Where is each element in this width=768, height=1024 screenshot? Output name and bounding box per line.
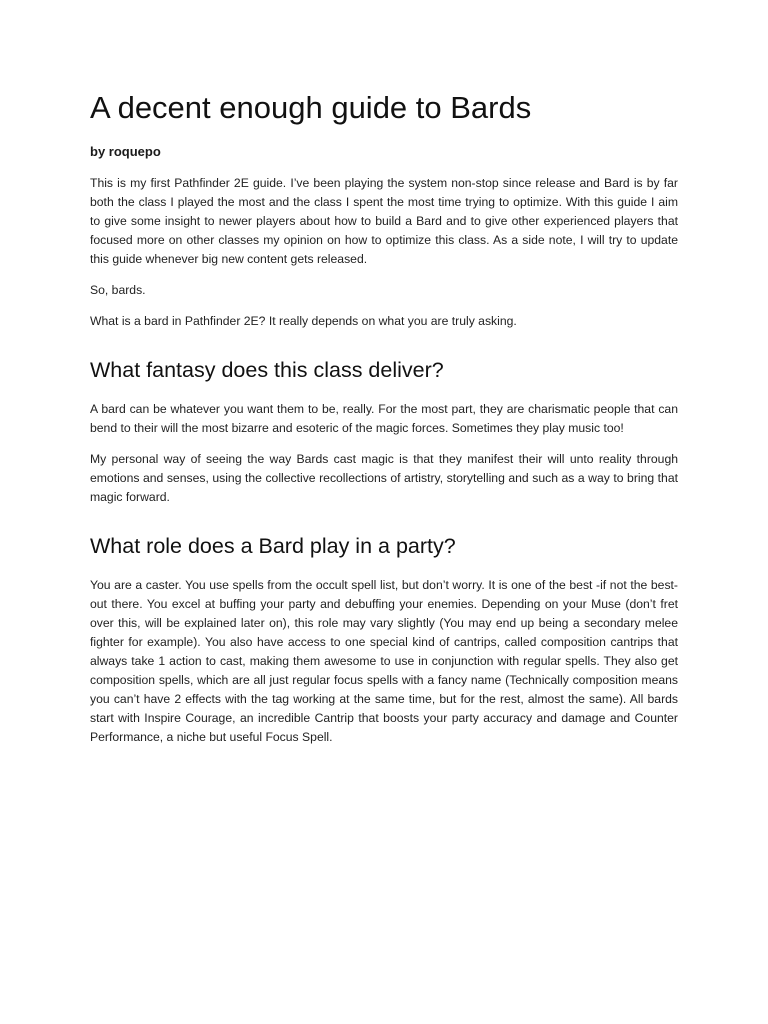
intro-paragraph: What is a bard in Pathfinder 2E? It really depends on what you are truly asking. [90,314,517,328]
author-byline: by roquepo [90,144,161,159]
intro-paragraph: So, bards. [90,283,146,297]
document-title: A decent enough guide to Bards [90,90,532,125]
section-heading-fantasy: What fantasy does this class deliver? [90,358,444,382]
section-paragraph: You are a caster. You use spells from the occult spell list, but don’t worry. It is one of the best -if not the best- out there. You excel at buffing your party and debuffing your enemies. Depending on your Muse (don’t fret over this, will be explained later on), this role may vary slightly (You may end up being a secondary melee fighter for example). You also have access to one special kind of cantrips, called composition cantrips that always take 1 action to cast, making them awesome to use in conjunction with regular spells. They also get composition spells, which are all just regular focus spells with a fancy name (Technically composition means you can’t have 2 effects with the tag working at the same time, but for the rest, almost the same). All bards start with Inspire Courage, an incredible Cantrip that boosts your party accuracy and damage and Counter Performance, a niche but useful Focus Spell. [90,578,678,744]
section-paragraph: A bard can be whatever you want them to be, really. For the most part, they are charismatic people that can bend to their will the most bizarre and esoteric of the magic forces. Sometimes they play music too! [90,402,678,435]
intro-paragraph: This is my first Pathfinder 2E guide. I’ve been playing the system non-stop since release and Bard is by far both the class I played the most and the class I spent the most time trying to optimize. With this guide I aim to give some insight to newer players about how to build a Bard and to give other experienced players that focused more on other classes my opinion on how to optimize this class. As a side note, I will try to update this guide whenever big new content gets released. [90,176,678,266]
document-page [90,88,678,759]
section-heading-role: What role does a Bard play in a party? [90,534,456,558]
section-paragraph: My personal way of seeing the way Bards cast magic is that they manifest their will unto reality through emotions and senses, using the collective recollections of artistry, storytelling and such as a way to bring that magic forward. [90,452,678,504]
